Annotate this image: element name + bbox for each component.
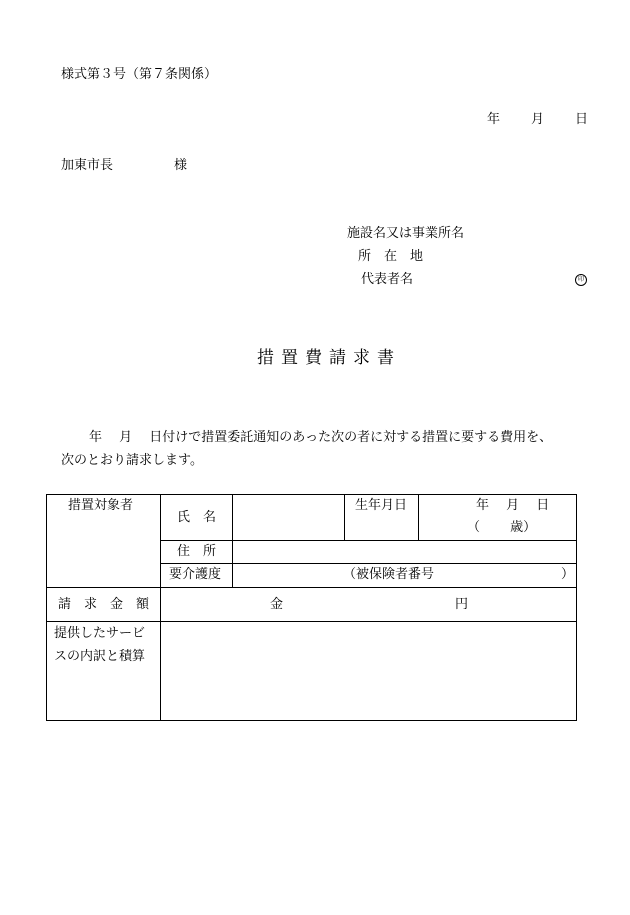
- body-line-1: 年 月 日付けで措置委託通知のあった次の者に対する措置に要する費用を、: [89, 430, 553, 445]
- representative-label: 代表者名: [361, 272, 414, 287]
- table-col-3: [344, 494, 345, 540]
- services-label-line-1: 提供したサービ: [54, 626, 146, 641]
- address-label: 住 所: [177, 544, 217, 559]
- addressee-honorific: 様: [174, 158, 188, 173]
- name-label: 氏 名: [177, 510, 217, 525]
- name-field[interactable]: [240, 510, 338, 526]
- table-col-1: [160, 494, 161, 721]
- date-month: 月: [531, 112, 545, 127]
- table-rule-4: [46, 621, 577, 622]
- document-title: 措置費請求書: [257, 348, 401, 368]
- age-value: （ 歳）: [467, 520, 537, 535]
- birth-date-label: 生年月日: [355, 498, 408, 513]
- subject-label: 措置対象者: [68, 498, 134, 513]
- table-rule-1: [160, 540, 577, 541]
- address-field[interactable]: [240, 544, 570, 560]
- table-border-right: [576, 494, 577, 721]
- location-label: 所 在 地: [358, 249, 424, 264]
- facility-name-label: 施設名又は事業所名: [347, 226, 465, 241]
- amount-prefix: 金: [270, 597, 284, 612]
- seal-mark: 印: [575, 274, 587, 286]
- services-label-line-2: スの内訳と積算: [54, 649, 146, 664]
- table-col-4: [418, 494, 419, 540]
- insured-number-close: ）: [561, 567, 575, 582]
- table-border-left: [46, 494, 47, 721]
- birth-date-value: 年 月 日: [476, 498, 550, 513]
- table-col-2: [232, 494, 233, 587]
- date-day: 日: [575, 112, 589, 127]
- table-rule-2: [160, 563, 577, 564]
- amount-suffix: 円: [455, 597, 469, 612]
- services-field[interactable]: [168, 626, 568, 714]
- addressee-name: 加東市長: [61, 158, 114, 173]
- insured-number-label: （被保険者番号: [343, 567, 435, 582]
- table-rule-3: [46, 587, 577, 588]
- date-year: 年: [487, 112, 501, 127]
- table-border-bottom: [46, 720, 577, 721]
- care-level-label: 要介護度: [169, 567, 222, 582]
- body-line-2: 次のとおり請求します。: [61, 453, 203, 468]
- form-number: 様式第３号（第７条関係）: [61, 67, 218, 82]
- table-border-top: [46, 494, 577, 495]
- claim-amount-label: 請 求 金 額: [58, 597, 150, 612]
